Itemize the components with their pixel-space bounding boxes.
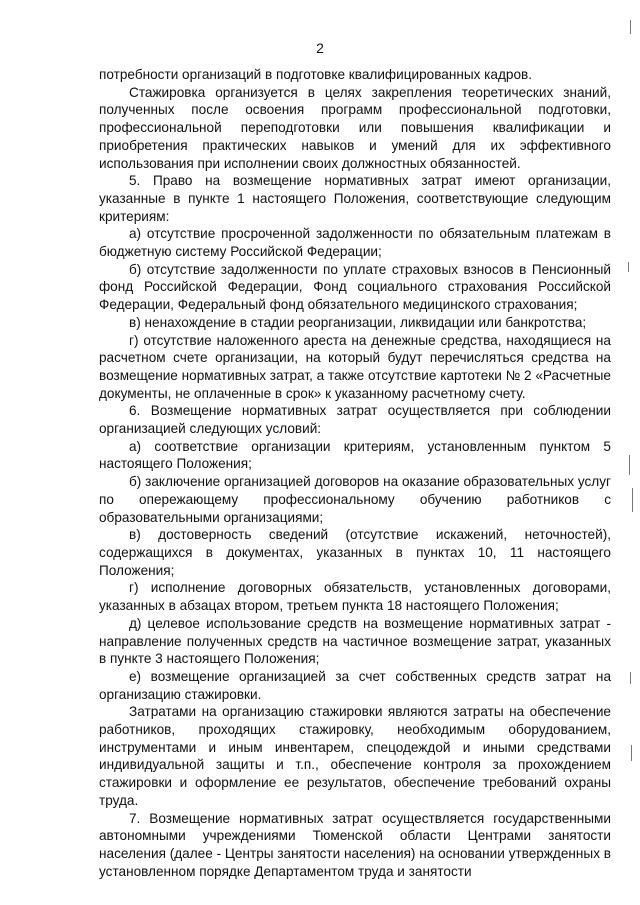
paragraph: а) отсутствие просроченной задолженности по обязательным платежам в бюджетную систему Российской Федерации; [99,226,611,260]
scan-margin-mark [632,488,633,512]
paragraph: г) отсутствие наложенного ареста на денежные средства, находящиеся на расчетном счете организации, на который будут перечисляться средства на возмещение нормативных затрат, а также отсутствие картотеки № 2 «Расчетные документы, не оплаченные в срок» к указанному расчетному счету. [99,332,611,401]
paragraph: б) отсутствие задолженности по уплате страховых взносов в Пенсионный фонд Российской Федерации, Фонд социального страхования Российской Федерации, Федеральный фонд обязательного медицинского страхования; [99,261,611,313]
paragraph: 5. Право на возмещение нормативных затрат имеют организации, указанные в пункте 1 настоящего Положения, соответствующие следующим критериям: [99,173,611,224]
paragraph: г) исполнение договорных обязательств, установленных договорами, указанных в абзацах втором, третьем пункта 18 настоящего Положения; [99,580,611,614]
scan-margin-mark [630,672,631,684]
paragraph: б) заключение организацией договоров на оказание образовательных услуг по опережающему профессиональному обучению работников с образовательными организациями; [99,474,611,525]
paragraph: 7. Возмещение нормативных затрат осуществляется государственными автономными учреждениями Тюменской области Центрами занятости населения (далее - Центры занятости населения) на основании утвержденных в установленном порядке Департаментом труда и занятости [99,810,611,879]
paragraph: в) ненахождение в стадии реорганизации, ликвидации или банкротства; [129,314,587,330]
scan-margin-mark [630,20,631,34]
paragraph: в) достоверность сведений (отсутствие искажений, неточностей), содержащихся в документах, указанных в пунктах 10, 11 настоящего Положения; [99,527,611,578]
paragraph: потребности организаций в подготовке квалифицированных кадров. [99,67,533,82]
scan-margin-mark [631,745,632,761]
scan-margin-mark [629,455,630,475]
paragraph: а) соответствие организации критериям, установленным пунктом 5 настоящего Положения; [99,438,611,472]
document-body [99,66,611,880]
scan-margin-mark [628,262,629,272]
page-number: 2 [316,40,324,56]
paragraph: Затратами на организацию стажировки являются затраты на обеспечение работников, проходящих стажировку, необходимым оборудованием, инструментами и иным инвентарем, спецодеждой и иными средствами индивидуальной защиты и т.п., обеспечение контроля за прохождением стажировки и оформление ее результатов, обеспечение требований охраны труда. [99,704,611,808]
paragraph: 6. Возмещение нормативных затрат осуществляется при соблюдении организацией следующих условий: [99,403,611,437]
paragraph: е) возмещение организацией за счет собственных средств затрат на организацию стажировки. [99,668,611,702]
paragraph: Стажировка организуется в целях закрепления теоретических знаний, полученных после освоения программ профессиональной подготовки, профессиональной переподготовки или повышения квалификации и приобретения практических навыков и умений для их эффективного использования при исполнении своих должностных обязанностей. [99,84,611,171]
paragraph: д) целевое использование средств на возмещение нормативных затрат - направление полученных средств на частичное возмещение затрат, указанных в пункте 3 настоящего Положения; [99,615,611,667]
